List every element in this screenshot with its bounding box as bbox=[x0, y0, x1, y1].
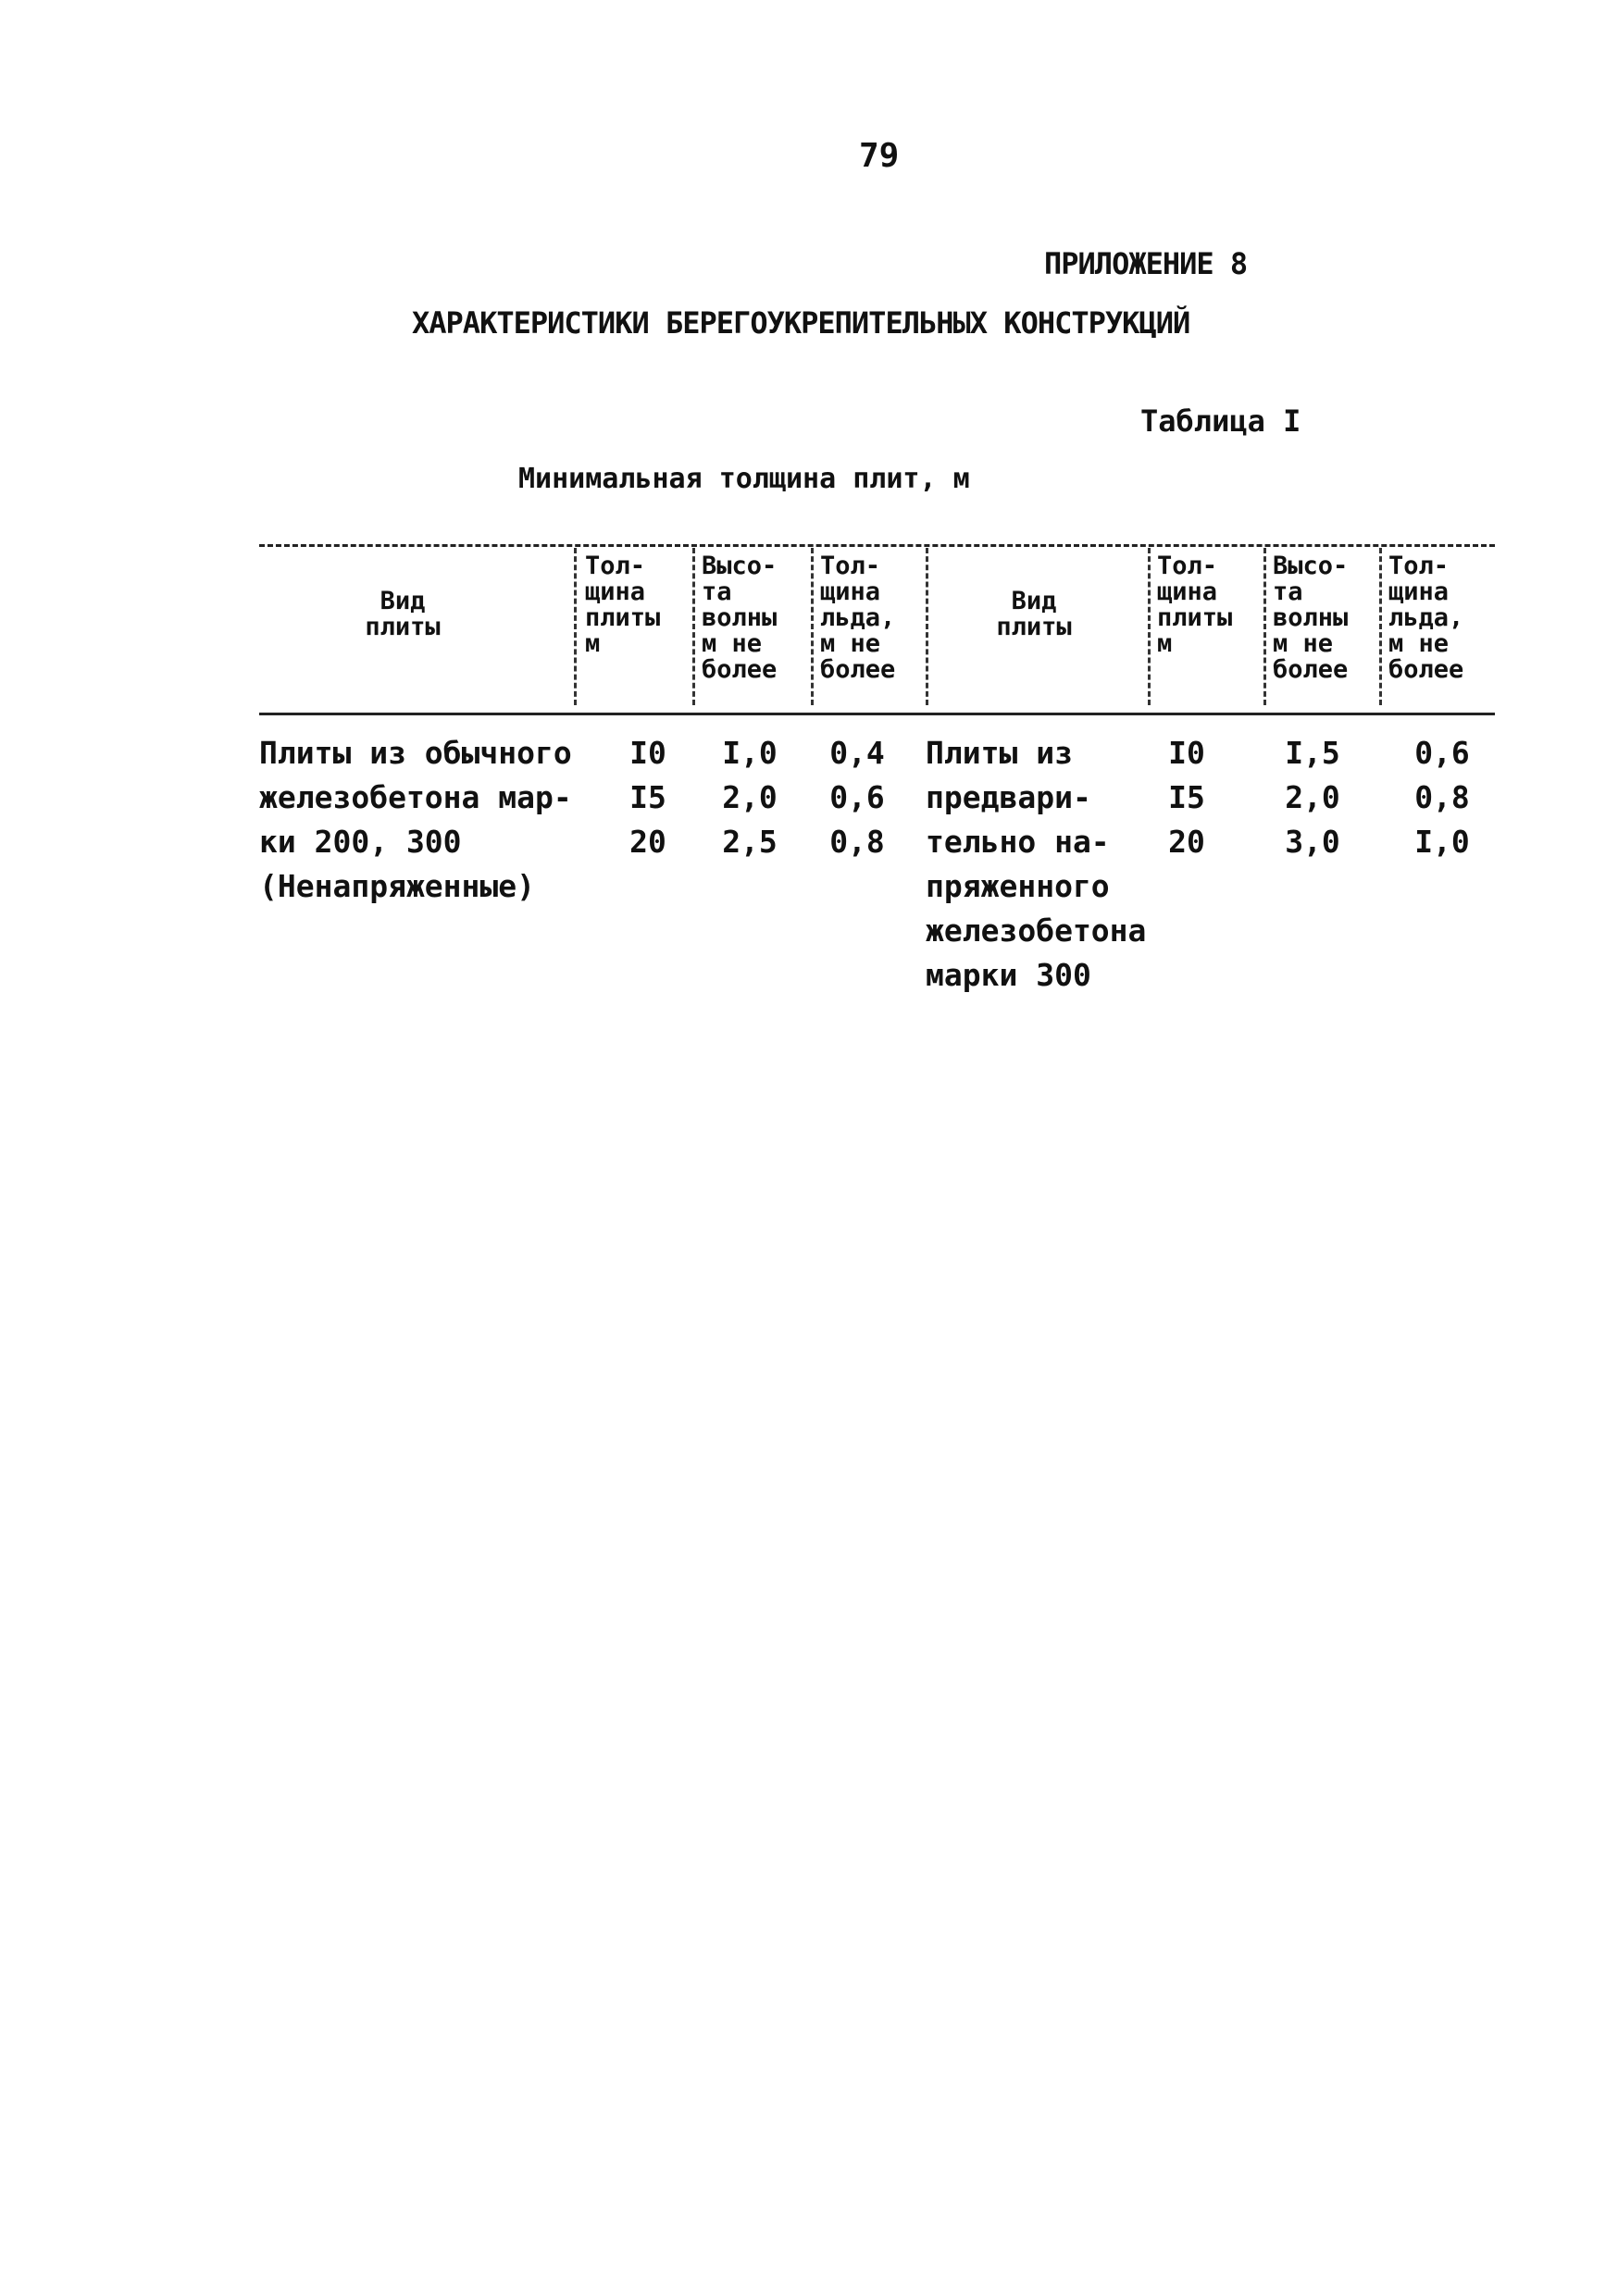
table-cell: 2,5 bbox=[722, 824, 778, 860]
table-cell: 20 bbox=[629, 824, 666, 860]
table-cell: 2,0 bbox=[722, 779, 778, 815]
column-divider bbox=[574, 548, 577, 705]
page-number: 79 bbox=[859, 137, 900, 175]
header-plate-type-left: Вид плиты bbox=[365, 587, 441, 641]
column-divider bbox=[1263, 548, 1266, 705]
table-header-rule bbox=[259, 713, 1495, 715]
table-cell: I,0 bbox=[722, 735, 778, 771]
plate-type-right: Плиты из предвари- тельно на- пряженного железобетона марки 300 bbox=[926, 735, 1147, 993]
header-wave-height-right: Высо- та волны м не более bbox=[1273, 552, 1349, 684]
table-cell: 0,6 bbox=[829, 779, 885, 815]
table-top-rule bbox=[259, 544, 1495, 547]
table-cell: 0,8 bbox=[1414, 779, 1470, 815]
table-cell: I5 bbox=[1168, 779, 1205, 815]
column-divider bbox=[811, 548, 814, 705]
table-cell: 3,0 bbox=[1285, 824, 1340, 860]
table-cell: 20 bbox=[1168, 824, 1205, 860]
table-cell: 0,8 bbox=[829, 824, 885, 860]
table-cell: 0,4 bbox=[829, 735, 885, 771]
header-wave-height-left: Высо- та волны м не более bbox=[702, 552, 778, 684]
header-ice-thickness-left: Тол- щина льда, м не более bbox=[820, 552, 896, 684]
table-cell: I0 bbox=[629, 735, 666, 771]
column-divider bbox=[1379, 548, 1382, 705]
header-plate-thickness-left: Тол- щина плиты м bbox=[585, 552, 661, 658]
header-ice-thickness-right: Тол- щина льда, м не более bbox=[1388, 552, 1464, 684]
table-cell: 0,6 bbox=[1414, 735, 1470, 771]
column-divider bbox=[692, 548, 695, 705]
table-cell: I5 bbox=[629, 779, 666, 815]
table-caption: Минимальная толщина плит, м bbox=[518, 463, 970, 495]
header-plate-type-right: Вид плиты bbox=[996, 587, 1072, 641]
table-cell: 2,0 bbox=[1285, 779, 1340, 815]
plate-type-left: Плиты из обычного железобетона мар- ки 200, 300 (Ненапряженные) bbox=[259, 735, 572, 904]
column-divider bbox=[926, 548, 928, 705]
appendix-label: ПРИЛОЖЕНИЕ 8 bbox=[1044, 246, 1248, 281]
column-divider bbox=[1148, 548, 1151, 705]
document-title: ХАРАКТЕРИСТИКИ БЕРЕГОУКРЕПИТЕЛЬНЫХ КОНСТРУКЦИЙ bbox=[412, 305, 1190, 341]
table-cell: I0 bbox=[1168, 735, 1205, 771]
table-label: Таблица I bbox=[1140, 403, 1301, 439]
header-plate-thickness-right: Тол- щина плиты м bbox=[1157, 552, 1233, 658]
table-cell: I,5 bbox=[1285, 735, 1340, 771]
table-cell: I,0 bbox=[1414, 824, 1470, 860]
